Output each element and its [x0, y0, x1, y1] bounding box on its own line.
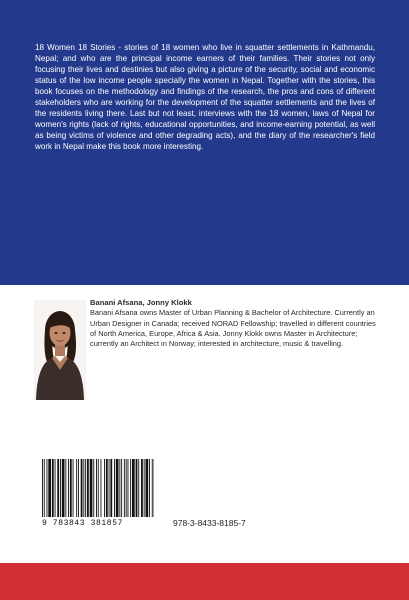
author-portrait-icon — [34, 300, 86, 400]
isbn-number: 978-3-8433-8185-7 — [173, 518, 246, 528]
author-info — [90, 298, 380, 349]
barcode-digits: 9 783843 381857 — [42, 519, 124, 528]
book-blurb: 18 Women 18 Stories - stories of 18 women who live in squatter settlements in Kathmandu, Nepal; and who are the principal income earners of their families. Their stories not only focusing their lives and destinies but also giving a picture of the security, social and economic status of the low income people specially the women in Nepal. Together with the stories, this book focuses on the methodology and findings of the research, the pros and cons of different stakeholders who are working for the development of the squatter settlements and the lives of the residents living there. Last but not least, interviews with the 18 women, laws of Nepal for women's rights (lack of rights, educational opportunities, and income-earning potential, as well as being victims of violence and other degrading acts), and the diary of the researcher's field work in Nepal make this book more interesting. — [35, 43, 375, 152]
author-photo — [34, 300, 86, 400]
bottom-color-band — [0, 563, 409, 600]
author-names: Banani Afsana, Jonny Klokk — [90, 298, 192, 307]
author-bio: Banani Afsana owns Master of Urban Planning & Bachelor of Architecture. Currently an Urban Designer in Canada; received NORAD Fellowship; travelled in different countries of North America, Europe, Africa & Asia. Jonny Klokk owns Master in Architecture; currently an Architect in Norway; interested in architecture, music & travelling. — [90, 308, 376, 349]
back-cover-top-panel — [0, 0, 409, 285]
barcode-bars — [42, 459, 154, 519]
barcode — [34, 455, 164, 531]
